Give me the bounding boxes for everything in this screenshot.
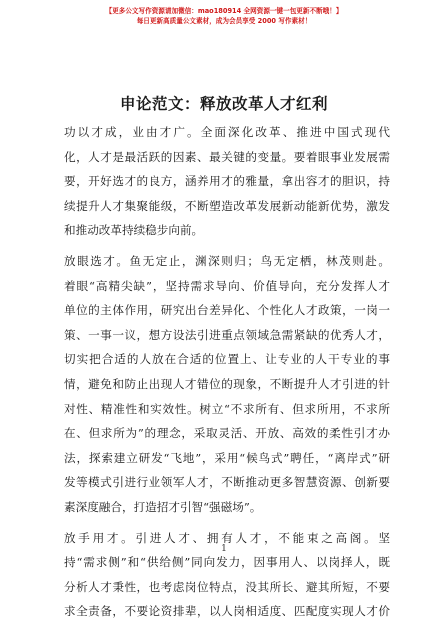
text-line: 化，人才是最活跃的因素、最关键的变量。要着眼事业发展需	[64, 149, 390, 164]
text-line: 情，避免和防止出现人才错位的现象，不断提升人才引进的针	[64, 376, 390, 391]
text-line: 发等模式引进行业领军人才，不断推动更多智慧资源、创新要	[64, 475, 390, 490]
page-number: 1	[221, 544, 227, 554]
header-banner	[0, 6, 448, 26]
text-line: 续提升人才集聚能级，不断塑造改革发展新动能新优势，激发	[64, 198, 390, 213]
text-line: 放眼选才。鱼无定止，渊深则归；鸟无定栖，林茂则赴。	[64, 253, 390, 268]
paragraph	[64, 249, 390, 520]
text-line: 持“需求侧”和“供给侧”同向发力，因事用人、以岗择人，既	[64, 555, 390, 570]
banner-line-2: 每日更新高质量公文素材，成为会员享受 2000 写作素材！	[136, 17, 312, 25]
text-line: 素深度融合，打造招才引智“强磁场”。	[64, 499, 262, 514]
text-line: 切实把合适的人放在合适的位置上、让专业的人干专业的事	[64, 352, 390, 367]
document-title: 申论范文：释放改革人才红利	[119, 95, 328, 113]
text-line: 对性、精准性和实效性。树立“不求所有、但求所用，不求所	[64, 401, 390, 416]
text-line: 功以才成，业由才广。全面深化改革、推进中国式现代	[64, 125, 390, 139]
text-line: 法，探索建立研发“飞地”，采用“候鸟式”聘任，“离岸式”研	[64, 450, 390, 465]
text-line: 分析人才秉性，也考虑岗位特点，没其所长、避其所短，不要	[64, 579, 390, 594]
text-line: 在、但求所为”的理念，采取灵活、开放、高效的柔性引才办	[64, 426, 390, 441]
text-line: 和推动改革持续稳步向前。	[64, 223, 204, 238]
banner-line-1: 【更多公文写作资源请加微信：mao180914 全网资源一键一包更新不断哦！】	[105, 7, 343, 15]
paragraph	[64, 120, 390, 243]
text-line: 着眼“高精尖缺”，坚持需求导向、价值导向，充分发挥人才	[64, 278, 390, 293]
text-line: 单位的主体作用，研究出台差异化、个性化人才政策，一岗一	[64, 303, 390, 318]
text-line: 策、一事一议，想方设法引进重点领域急需紧缺的优秀人才，	[64, 327, 390, 342]
text-line: 求全责备，不要论资排辈，以人岗相适度、匹配度实现人才价	[64, 604, 390, 619]
text-line: 放手用才。引进人才、拥有人才，不能束之高阁。坚	[64, 530, 390, 545]
paragraph	[64, 526, 390, 624]
text-line: 要，开好选才的良方，涵养用才的雅量，拿出容才的胆识，持	[64, 174, 390, 189]
